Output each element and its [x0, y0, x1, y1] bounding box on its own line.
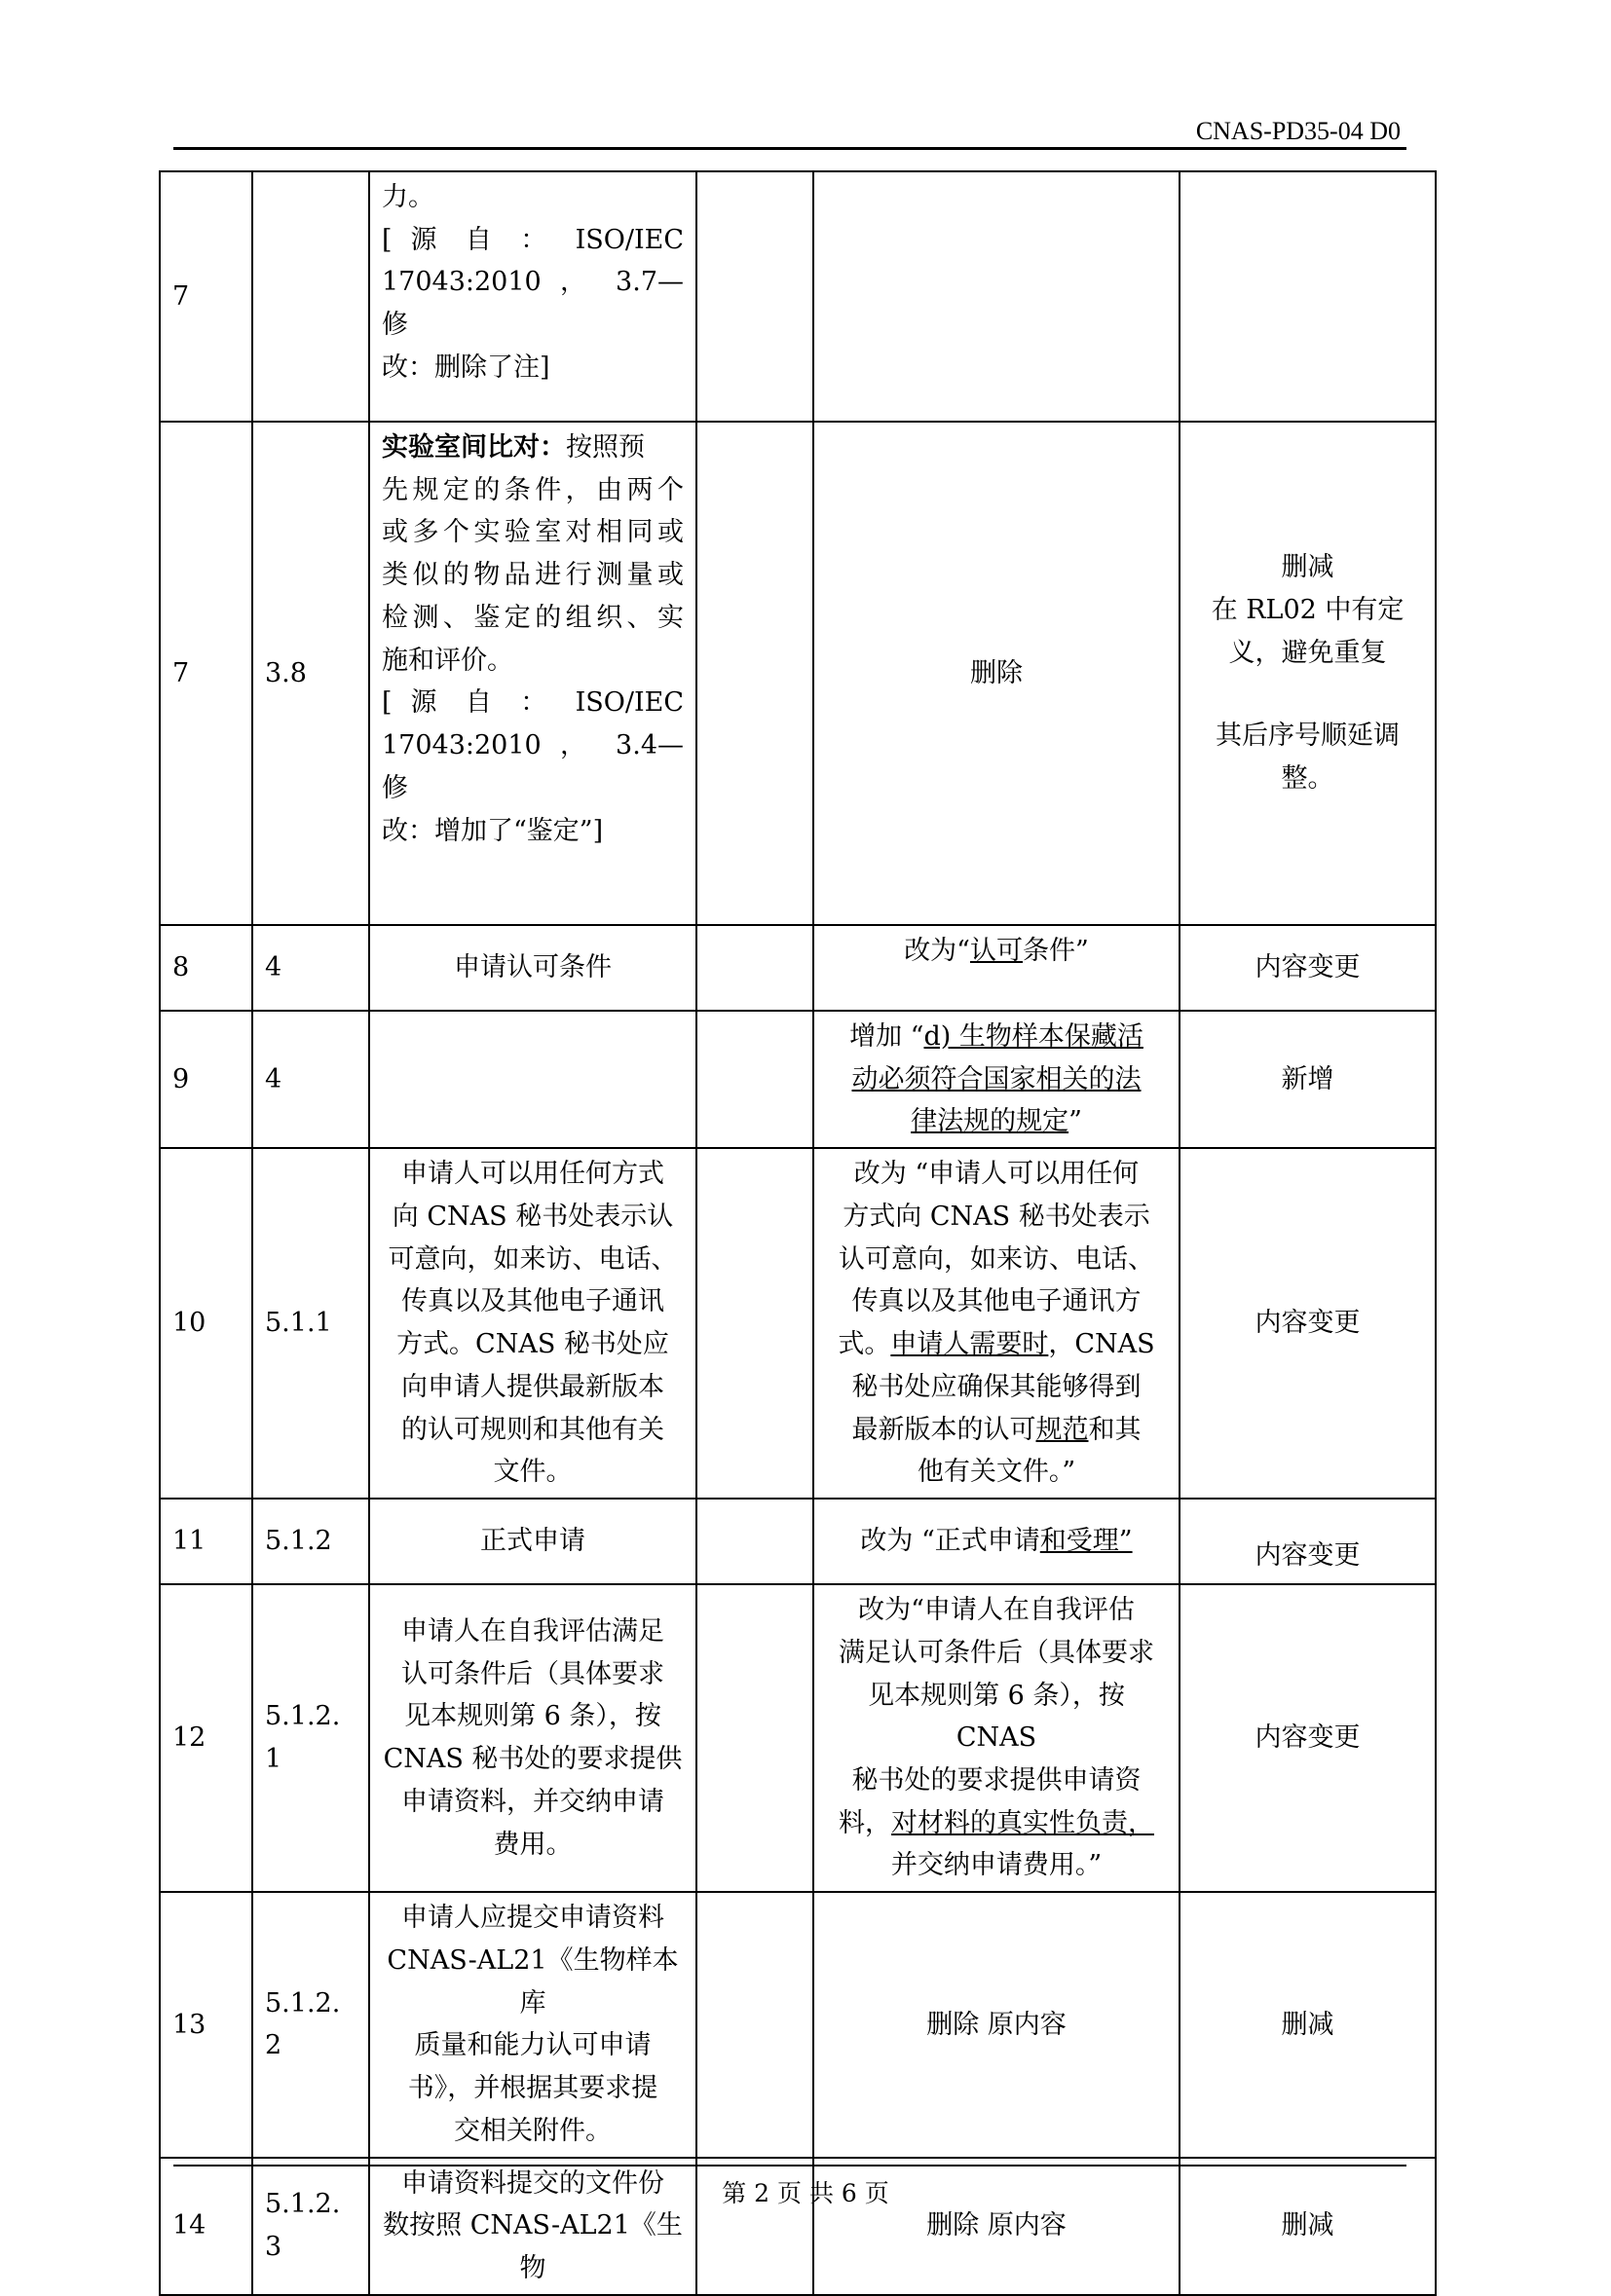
table-row — [160, 1892, 1436, 2157]
change-cell: 改为 “申请人可以用任何 方式向 CNAS 秘书处表示 认可意向，如来访、电话、 传真以及其他电子通讯方 式。申请人需要时，CNAS 秘书处应确保其能够得到 最新版本的认可规范和其 他有关文件。” — [813, 1148, 1180, 1499]
text-line: 17043:2010 ， 3.7— 修 — [382, 267, 684, 341]
text-line: 申请资料提交的文件份 — [401, 2167, 664, 2199]
empty-cell — [696, 1892, 813, 2157]
text-line: 文件。 — [493, 1457, 573, 1488]
text-line: 方式。CNAS 秘书处应 — [396, 1329, 669, 1360]
text-line: 类似的物品进行测量或 — [382, 560, 684, 591]
text-line: 书》，并根据其要求提 — [407, 2073, 658, 2104]
note-cell: 新增 — [1180, 1011, 1436, 1148]
note-cell: 内容变更 — [1180, 925, 1436, 1011]
text-line: 或多个实验室对相同或 — [382, 517, 684, 548]
empty-cell — [696, 1148, 813, 1499]
row-number: 10 — [160, 1148, 252, 1499]
text-line: [ 源 自 ： ISO/IEC — [382, 687, 684, 719]
text-line: 申请人可以用任何方式 — [401, 1159, 664, 1190]
original-text-cell — [369, 1892, 696, 2157]
table-row — [160, 1499, 1436, 1584]
clause-cell: 5.1.2. 2 — [252, 1892, 369, 2157]
text-line: 先规定的条件，由两个 — [382, 474, 684, 505]
term-label: 实验室间比对： — [382, 432, 566, 463]
table-row — [160, 1011, 1436, 1148]
text-line: 申请资料，并交纳申请 — [401, 1786, 664, 1817]
clause-cell: 5.1.2. 3 — [252, 2158, 369, 2295]
clause-cell: 5.1.1 — [252, 1148, 369, 1499]
underlined-text: 认可 — [970, 936, 1023, 966]
original-text-cell: 申请认可条件 — [369, 925, 696, 1011]
change-cell: 删除 原内容 — [813, 1892, 1180, 2157]
note-cell: 删减 — [1180, 1892, 1436, 2157]
text-line: 向 CNAS 秘书处表示认 — [392, 1201, 674, 1232]
underlined-text: 动必须符合国家相关的法 — [851, 1063, 1142, 1094]
text-line: CNAS 秘书处的要求提供 — [383, 1744, 683, 1775]
row-number: 7 — [160, 171, 252, 422]
change-cell — [813, 171, 1180, 422]
text-line: 施和评价。 — [382, 645, 513, 676]
text-line: 检测、鉴定的组织、实 — [382, 602, 684, 633]
row-number: 7 — [160, 422, 252, 925]
header-rule — [173, 147, 1406, 150]
underlined-text: 对材料的真实性负责， — [891, 1807, 1154, 1838]
page-number: 第 2 页 共 6 页 — [722, 2179, 889, 2207]
original-text-cell — [369, 1584, 696, 1892]
text-line: 可意向，如来访、电话、 — [388, 1243, 678, 1275]
underlined-text: 申请人需要时 — [890, 1329, 1049, 1360]
clause-cell — [252, 171, 369, 422]
text-line: 认可条件后（具体要求 — [401, 1658, 664, 1689]
note-cell — [1180, 171, 1436, 422]
row-number: 8 — [160, 925, 252, 1011]
clause-cell: 5.1.2 — [252, 1499, 369, 1584]
text-line: [ 源 自 ： ISO/IEC — [382, 224, 684, 255]
text-line: 质量和能力认可申请 — [414, 2030, 652, 2061]
note-cell: 内容变更 — [1180, 1499, 1436, 1584]
text-line: 数按照 CNAS-AL21《生物 — [383, 2210, 683, 2284]
change-cell: 删除 — [813, 422, 1180, 925]
row-number: 12 — [160, 1584, 252, 1892]
change-cell: 增加 “d) 生物样本保藏活 动必须符合国家相关的法 律法规的规定” — [813, 1011, 1180, 1148]
text-line: 力。 — [382, 182, 434, 212]
text-line: 按照预 — [566, 432, 645, 463]
empty-cell — [696, 1011, 813, 1148]
text-line: 改：增加了“鉴定”] — [382, 815, 604, 846]
footer-rule — [173, 2165, 1406, 2166]
empty-cell — [696, 422, 813, 925]
note-line: 其后序号顺延调 — [1216, 721, 1400, 752]
original-text-cell — [369, 422, 696, 925]
note-cell: 删减 — [1180, 2158, 1436, 2295]
original-text-cell — [369, 171, 696, 422]
table-row — [160, 171, 1436, 422]
change-cell: 删除 原内容 — [813, 2158, 1180, 2295]
row-number: 11 — [160, 1499, 252, 1584]
clause-cell: 4 — [252, 925, 369, 1011]
text-line: 交相关附件。 — [454, 2115, 612, 2146]
empty-cell — [696, 1499, 813, 1584]
change-cell: 改为“申请人在自我评估 满足认可条件后（具体要求 见本规则第 6 条），按 CNAS 秘书处的要求提供申请资 料，对材料的真实性负责， 并交纳申请费用。” — [813, 1584, 1180, 1892]
note-line: 删减 — [1281, 552, 1334, 583]
underlined-text: d) 生物样本保藏活 — [923, 1021, 1143, 1052]
underlined-text: 规范 — [1035, 1414, 1089, 1445]
note-cell — [1180, 422, 1436, 925]
note-cell: 内容变更 — [1180, 1584, 1436, 1892]
original-text-cell — [369, 1148, 696, 1499]
text-line: 费用。 — [493, 1829, 573, 1860]
change-cell: 改为 “正式申请和受理” — [813, 1499, 1180, 1584]
row-number: 14 — [160, 2158, 252, 2295]
note-line: 义，避免重复 — [1228, 637, 1387, 668]
text-line: CNAS-AL21《生物样本库 — [387, 1944, 679, 2018]
underlined-text: 和受理” — [1039, 1526, 1133, 1557]
table-row — [160, 422, 1436, 925]
original-text-cell: 正式申请 — [369, 1499, 696, 1584]
table-row — [160, 925, 1436, 1011]
text-line: 向申请人提供最新版本 — [401, 1371, 664, 1402]
table-row — [160, 1584, 1436, 1892]
empty-cell — [696, 925, 813, 1011]
text-line: 传真以及其他电子通讯 — [401, 1286, 664, 1317]
change-cell: 改为“认可条件” — [813, 925, 1180, 1011]
row-number: 9 — [160, 1011, 252, 1148]
note-line: 在 RL02 中有定 — [1211, 594, 1405, 625]
clause-cell: 5.1.2. 1 — [252, 1584, 369, 1892]
document-code: CNAS-PD35-04 D0 — [1195, 117, 1401, 145]
row-number: 13 — [160, 1892, 252, 2157]
text-line: 17043:2010 ， 3.4— 修 — [382, 730, 684, 803]
underlined-text: 律法规的规定 — [911, 1106, 1069, 1137]
clause-cell: 4 — [252, 1011, 369, 1148]
revision-table — [159, 170, 1437, 2296]
clause-cell: 3.8 — [252, 422, 369, 925]
text-line: 见本规则第 6 条），按 — [404, 1701, 661, 1732]
text-line: 的认可规则和其他有关 — [401, 1414, 664, 1445]
text-line: 改：删除了注] — [382, 352, 550, 383]
text-line: 申请人在自我评估满足 — [401, 1615, 664, 1647]
text-line: 申请人应提交申请资料 — [401, 1903, 664, 1934]
empty-cell — [696, 171, 813, 422]
empty-cell — [696, 1584, 813, 1892]
table-row — [160, 1148, 1436, 1499]
note-cell: 内容变更 — [1180, 1148, 1436, 1499]
note-line: 整。 — [1281, 763, 1334, 795]
original-text-cell — [369, 1011, 696, 1148]
